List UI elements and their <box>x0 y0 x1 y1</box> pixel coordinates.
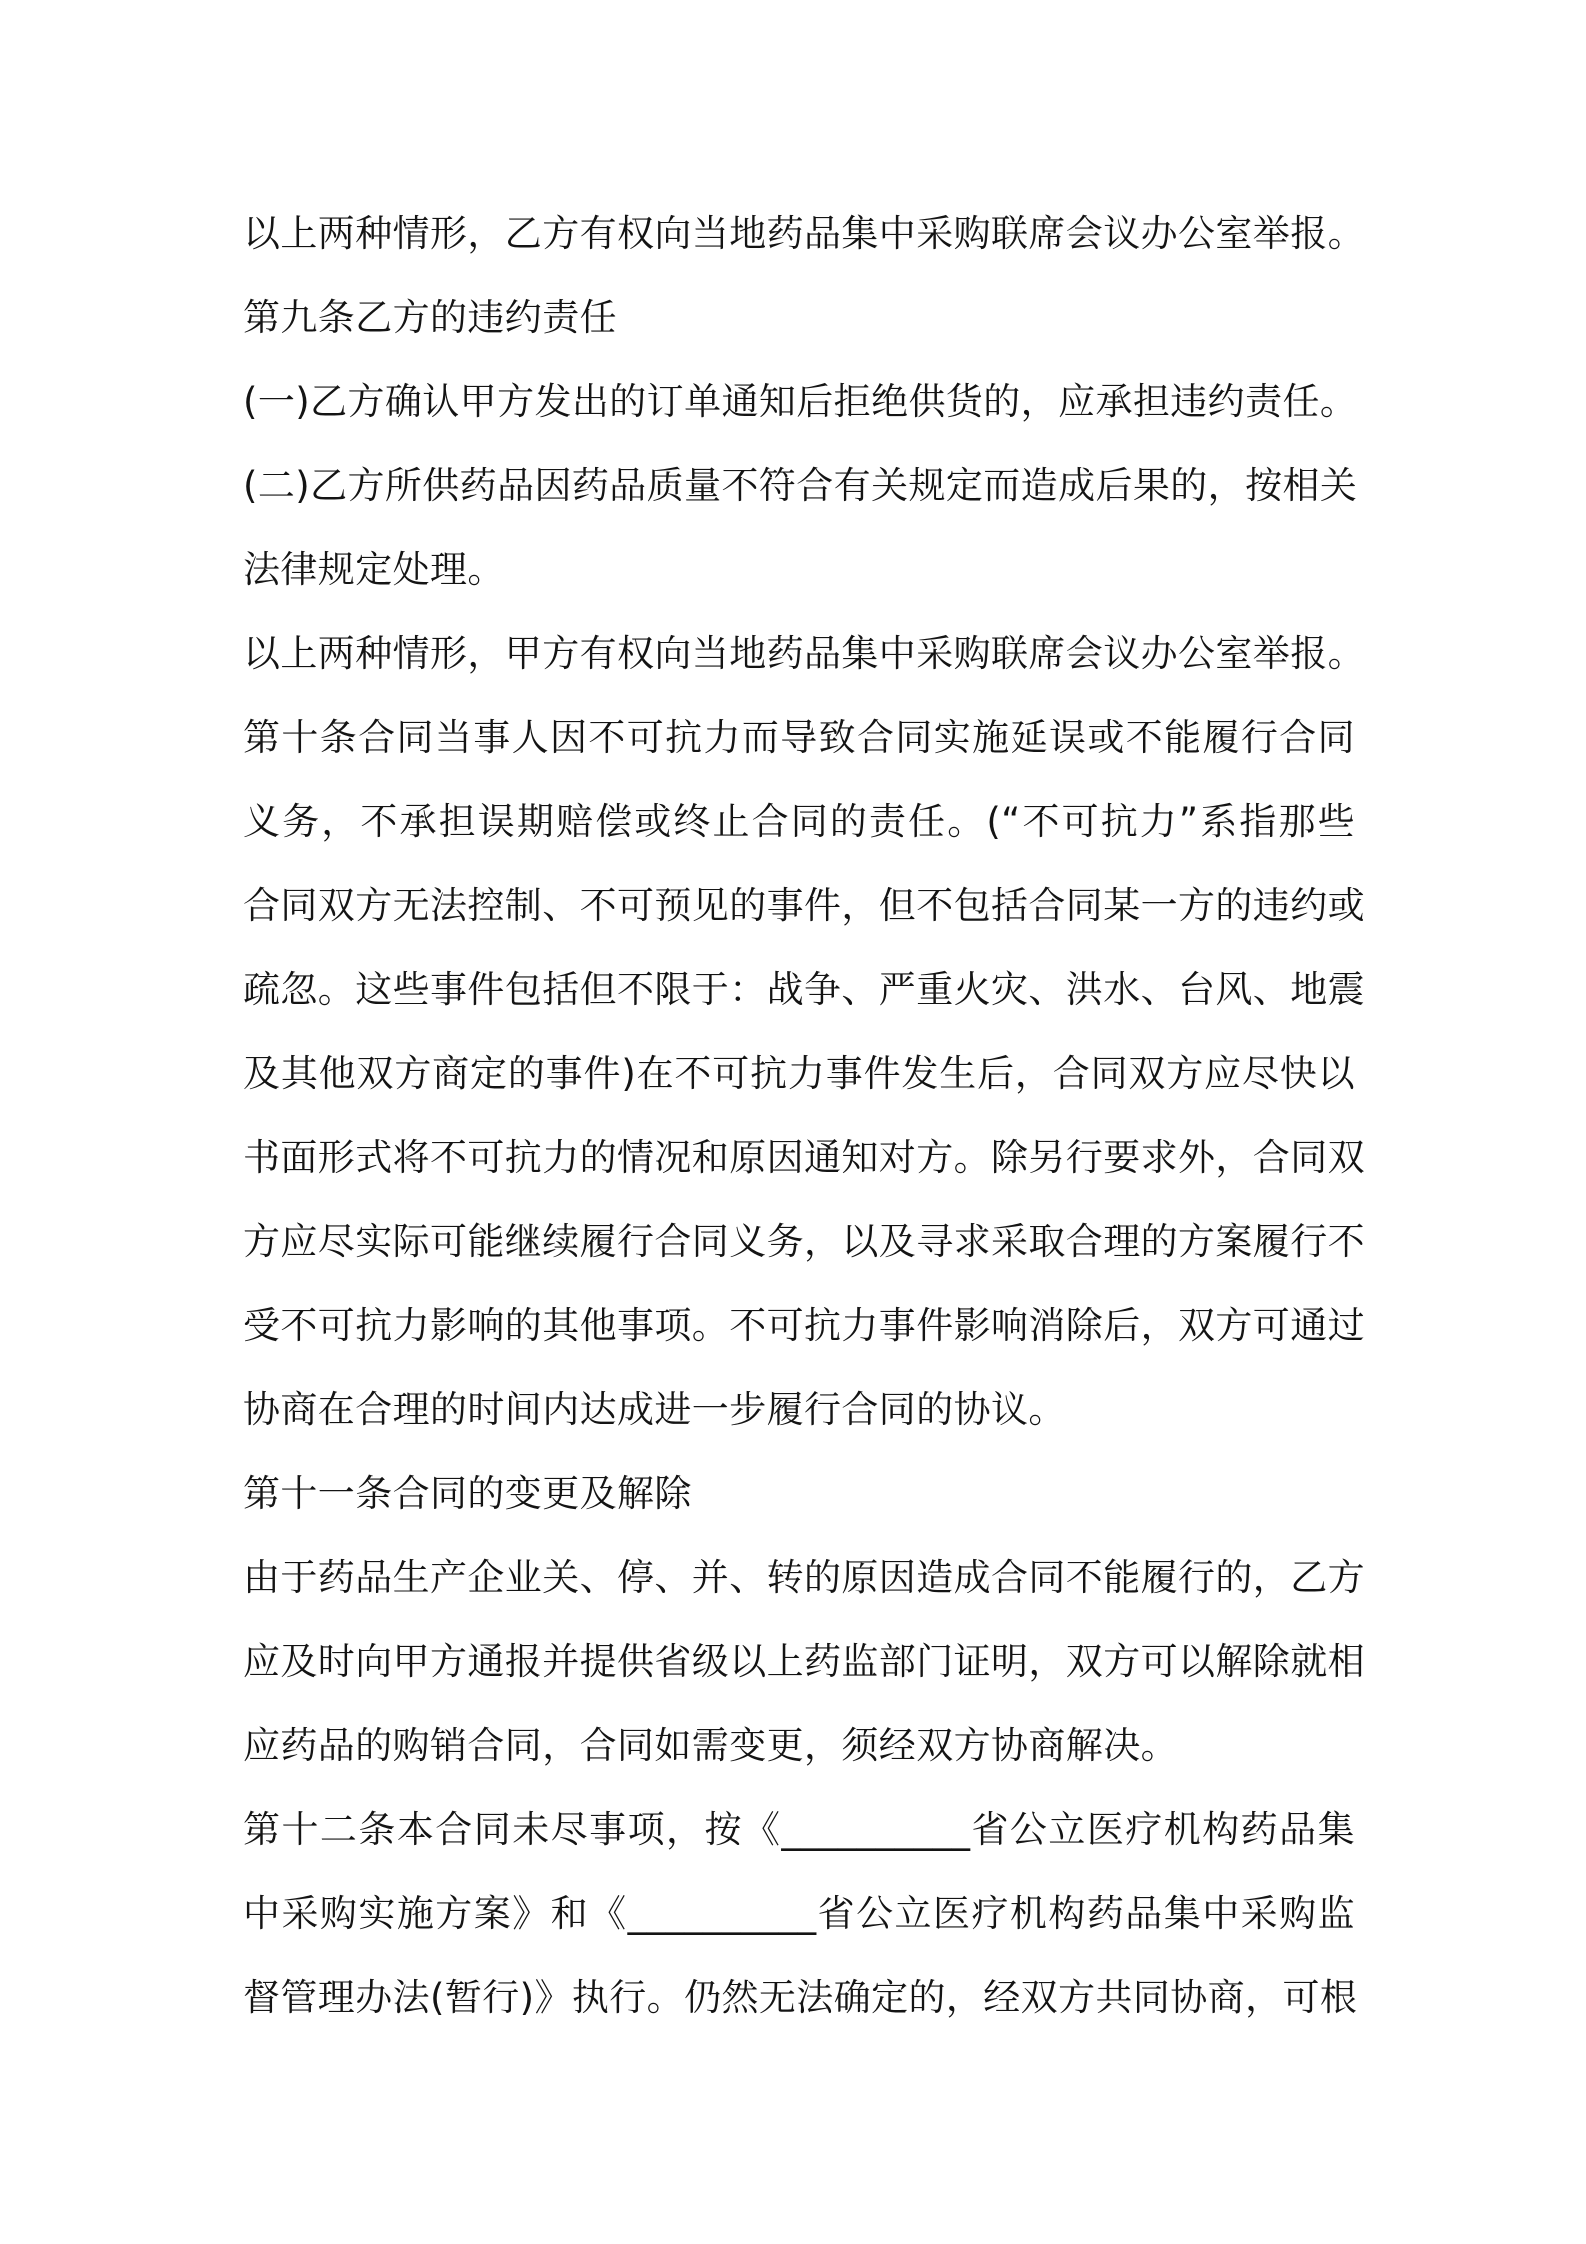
section-heading-article-9: 第九条乙方的违约责任 <box>243 296 617 339</box>
text-line: 方应尽实际可能继续履行合同义务，以及寻求采取合理的方案履行不 <box>243 1220 1365 1263</box>
section-heading-article-11: 第十一条合同的变更及解除 <box>243 1472 692 1515</box>
text-line: 疏忽。这些事件包括但不限于：战争、严重火灾、洪水、台风、地震 <box>243 968 1365 1011</box>
text-line: 第十二条本合同未尽事项，按《__________省公立医疗机构药品集 <box>243 1808 1355 1851</box>
contract-text <box>243 192 1365 2040</box>
text-line: 由于药品生产企业关、停、并、转的原因造成合同不能履行的，乙方 <box>243 1556 1365 1599</box>
text-line: 中采购实施方案》和《__________省公立医疗机构药品集中采购监 <box>243 1892 1355 1935</box>
text-line: 应药品的购销合同，合同如需变更，须经双方协商解决。 <box>243 1724 1178 1767</box>
text-line: 书面形式将不可抗力的情况和原因通知对方。除另行要求外，合同双 <box>243 1136 1365 1179</box>
text-line: 以上两种情形，乙方有权向当地药品集中采购联席会议办公室举报。 <box>243 212 1365 255</box>
text-line: 以上两种情形，甲方有权向当地药品集中采购联席会议办公室举报。 <box>243 632 1365 675</box>
text-line: 第十条合同当事人因不可抗力而导致合同实施延误或不能履行合同 <box>243 716 1355 759</box>
text-line: 督管理办法(暂行)》执行。仍然无法确定的，经双方共同协商，可根 <box>243 1976 1358 2019</box>
text-line: 合同双方无法控制、不可预见的事件，但不包括合同某一方的违约或 <box>243 884 1365 927</box>
text-line: (一)乙方确认甲方发出的订单通知后拒绝供货的，应承担违约责任。 <box>243 380 1358 423</box>
text-line: 协商在合理的时间内达成进一步履行合同的协议。 <box>243 1388 1066 1431</box>
text-line: 法律规定处理。 <box>243 548 505 591</box>
text-line: 应及时向甲方通报并提供省级以上药监部门证明，双方可以解除就相 <box>243 1640 1365 1683</box>
text-line: 及其他双方商定的事件)在不可抗力事件发生后，合同双方应尽快以 <box>243 1052 1355 1095</box>
text-line: 受不可抗力影响的其他事项。不可抗力事件影响消除后，双方可通过 <box>243 1304 1365 1347</box>
text-line: (二)乙方所供药品因药品质量不符合有关规定而造成后果的，按相关 <box>243 464 1358 507</box>
text-line: 义务，不承担误期赔偿或终止合同的责任。(“不可抗力”系指那些 <box>243 800 1355 843</box>
